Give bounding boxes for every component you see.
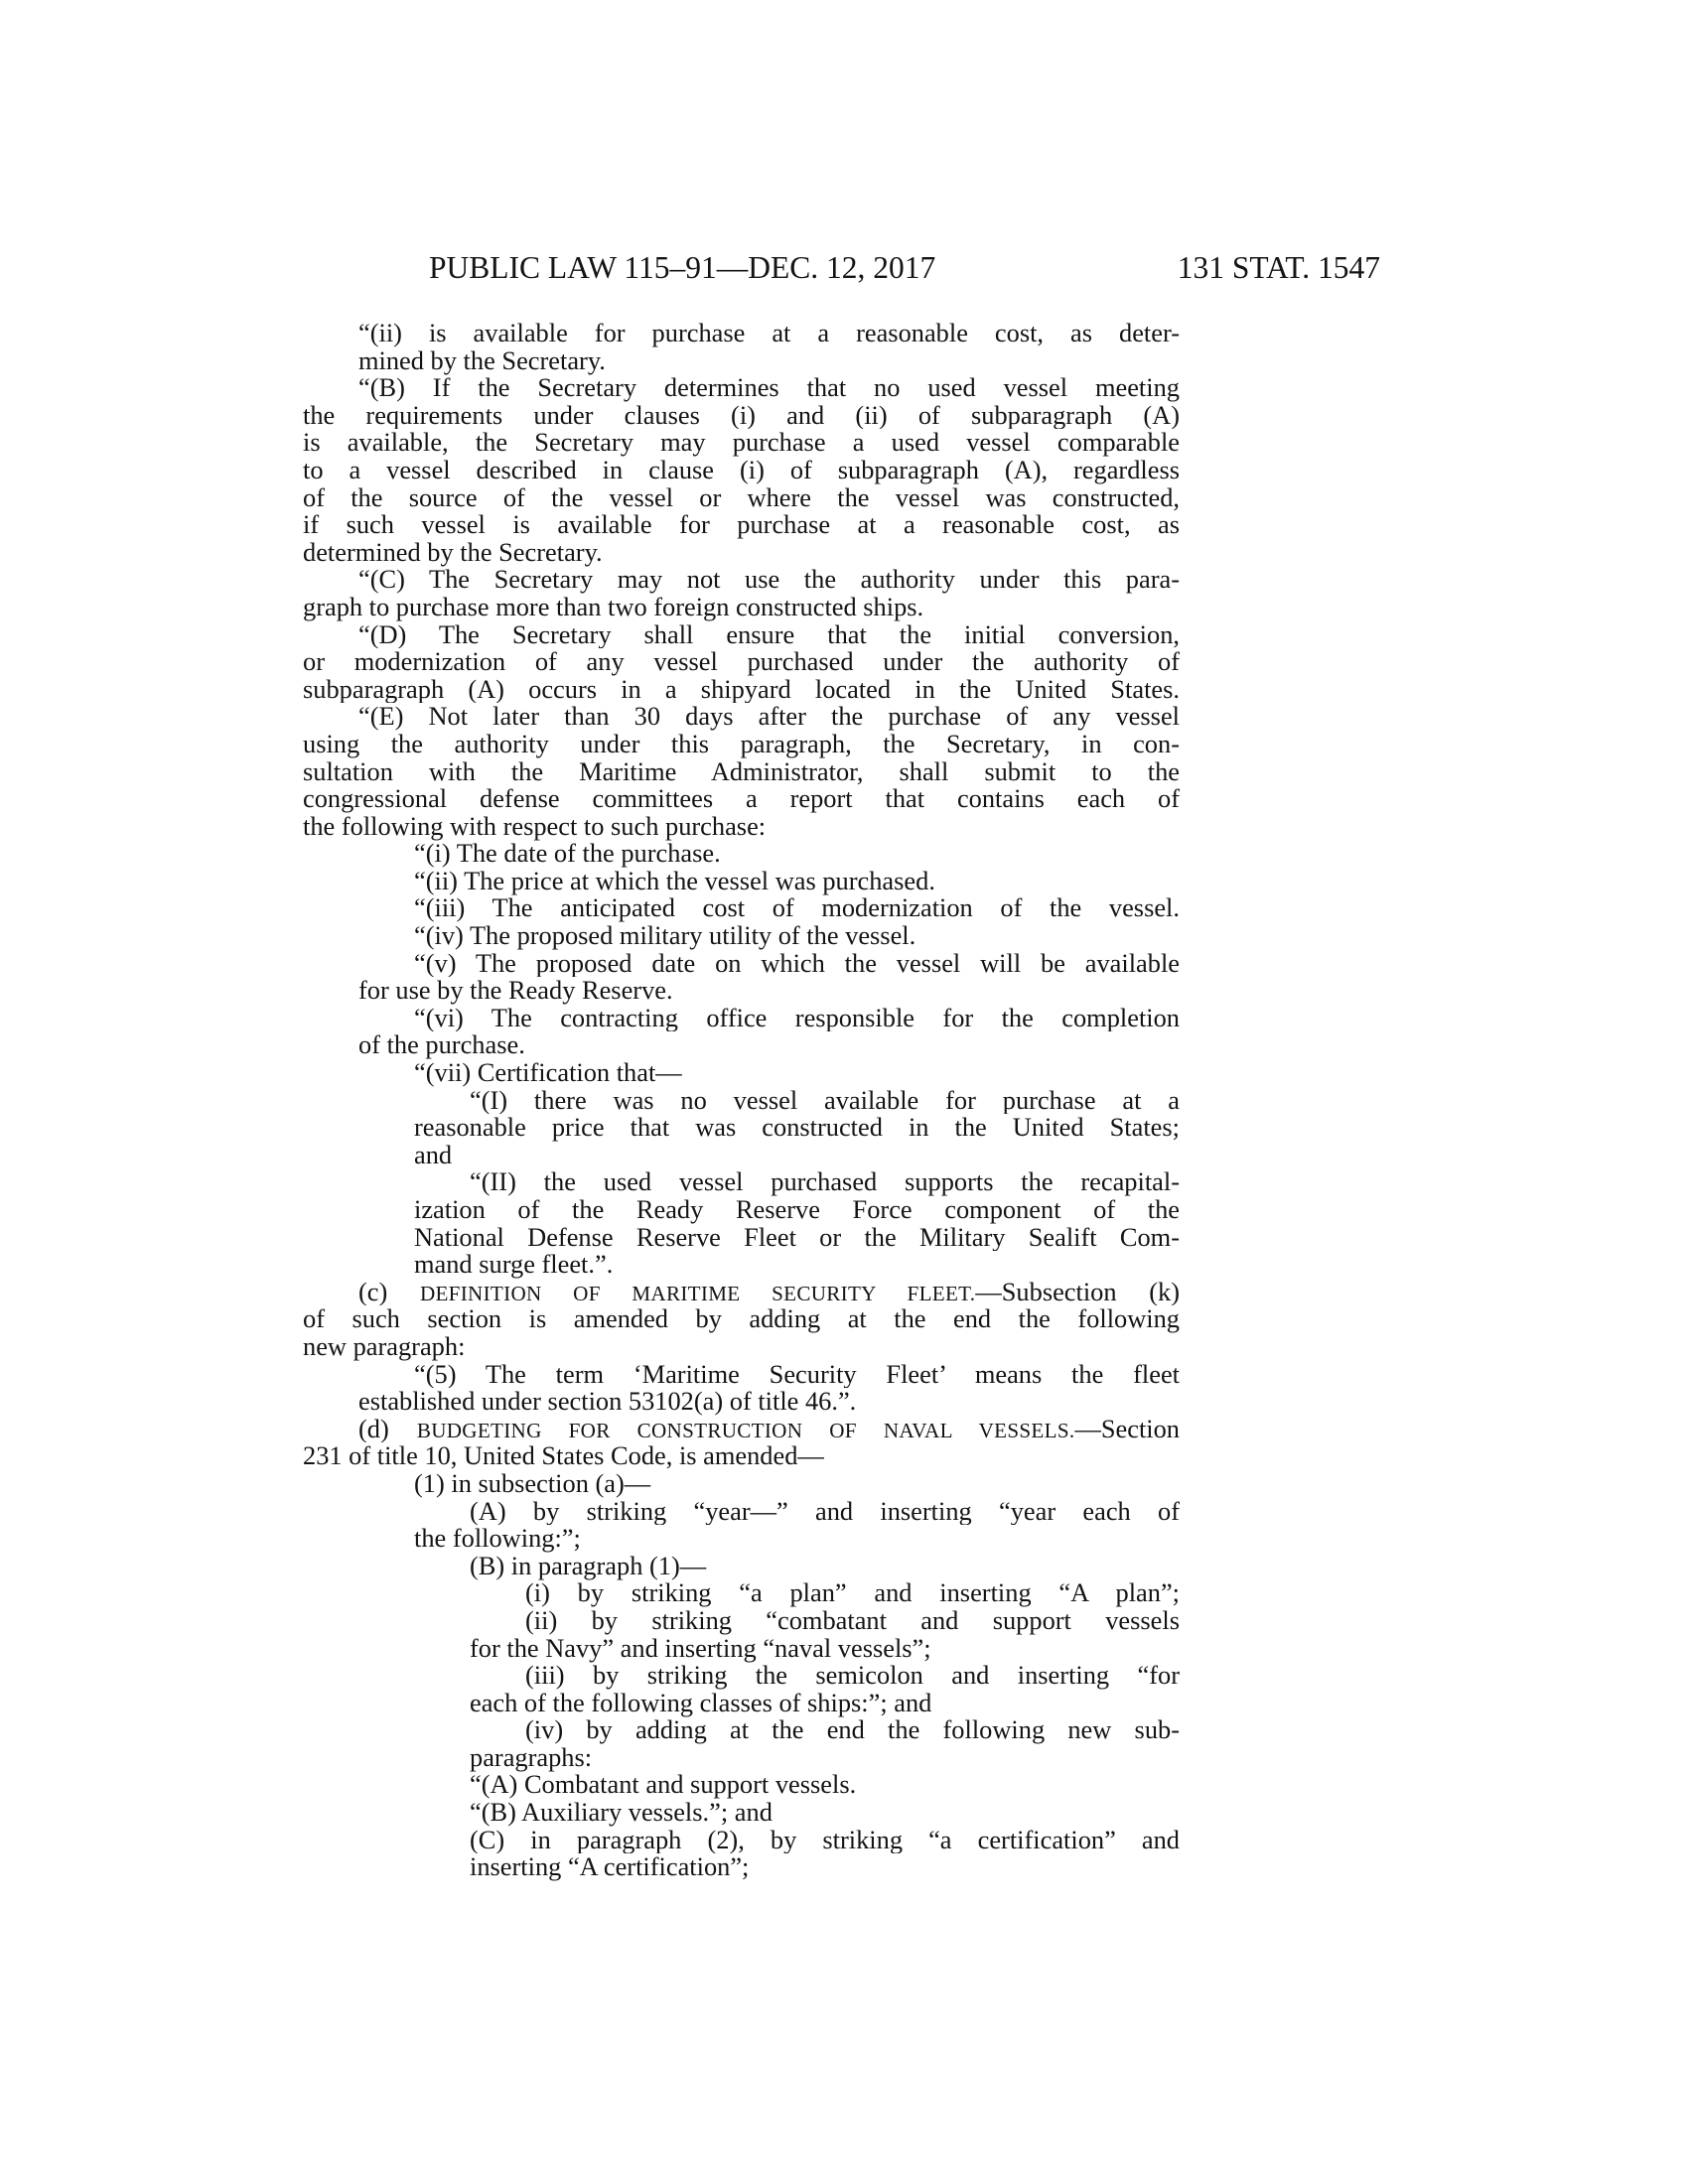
text-line: (ii) by striking “combatant and support vessels [525, 1606, 1180, 1635]
text-line: (iv) by adding at the end the following new sub- [525, 1716, 1180, 1744]
text-line: graph to purchase more than two foreign constructed ships. [303, 591, 924, 621]
subsection-d-heading-line [303, 1416, 1180, 1443]
subsection-d-label: (d) [358, 1415, 417, 1443]
text-line: (B) in paragraph (1)— [470, 1550, 707, 1580]
text-line: “(A) Combatant and support vessels. [470, 1769, 857, 1800]
header-title: PUBLIC LAW 115–91—DEC. 12, 2017 [429, 250, 936, 285]
text-line: (C) in paragraph (2), by striking “a certification” and [470, 1826, 1180, 1854]
text-line: determined by the Secretary. [303, 536, 603, 567]
text-line: “(II) the used vessel purchased supports the recapital- [470, 1168, 1180, 1196]
header-stat-page: 131 STAT. 1547 [1177, 250, 1380, 285]
text-line: for the Navy” and inserting “naval vessels”; [470, 1632, 931, 1663]
text-line: sultation with the Maritime Administrator, shall submit to the [303, 757, 1180, 786]
text-line: “(B) Auxiliary vessels.”; and [470, 1797, 773, 1828]
statute-body [303, 320, 1180, 1881]
text-line: the following with respect to such purchase: [303, 810, 767, 841]
text-line: “(vii) Certification that— [414, 1057, 682, 1088]
text-line: is available, the Secretary may purchase a used vessel comparable [303, 429, 1180, 457]
text-line: congressional defense committees a report that contains each of [303, 785, 1180, 813]
text-line: “(C) The Secretary may not use the authority under this para- [358, 566, 1180, 594]
subsection-d-title: BUDGETING FOR CONSTRUCTION OF NAVAL VESSELS. [416, 1418, 1075, 1442]
text-line: new paragraph: [303, 1330, 466, 1361]
text-line: National Defense Reserve Fleet or the Military Sealift Com- [414, 1223, 1180, 1252]
text-line: ization of the Ready Reserve Force component of the [414, 1196, 1180, 1224]
text-line: or modernization of any vessel purchased under the authority of [303, 648, 1180, 676]
text-line: (1) in subsection (a)— [414, 1467, 651, 1498]
text-line: each of the following classes of ships:”; and [470, 1687, 932, 1717]
text-line: and [414, 1139, 453, 1169]
text-line: “(vi) The contracting office responsible for the completion [414, 1004, 1180, 1032]
text-line: “(5) The term ‘Maritime Security Fleet’ means the fleet [414, 1360, 1180, 1389]
subsection-c-label: (c) [358, 1278, 420, 1306]
text-line: (i) by striking “a plan” and inserting “A plan”; [525, 1579, 1180, 1607]
text-line: “(ii) The price at which the vessel was purchased. [414, 865, 935, 895]
text-line: “(B) If the Secretary determines that no used vessel meeting [358, 374, 1180, 402]
text-line: “(i) The date of the purchase. [414, 838, 721, 869]
text-line: “(v) The proposed date on which the vessel will be available [414, 949, 1180, 978]
text-line: “(D) The Secretary shall ensure that the initial conversion, [358, 620, 1180, 649]
text-line: to a vessel described in clause (i) of subparagraph (A), regardless [303, 456, 1180, 484]
text-line: mand surge fleet.”. [414, 1249, 614, 1280]
text-line: subparagraph (A) occurs in a shipyard located in the United States. [303, 675, 1180, 704]
text-line: the requirements under clauses (i) and (ii) of subparagraph (A) [303, 401, 1180, 430]
text-line: —Subsection (k) [975, 1278, 1180, 1306]
text-line: mined by the Secretary. [358, 344, 606, 375]
text-line: reasonable price that was constructed in the United States; [414, 1114, 1180, 1142]
text-line: of the purchase. [358, 1029, 525, 1060]
text-line: “(iv) The proposed military utility of the vessel. [414, 920, 916, 951]
text-line: “(ii) is available for purchase at a reasonable cost, as deter- [358, 320, 1180, 347]
text-line: inserting “A certification”; [470, 1851, 750, 1882]
text-line: if such vessel is available for purchase at a reasonable cost, as [303, 511, 1180, 539]
text-line: “(iii) The anticipated cost of modernization of the vessel. [414, 894, 1180, 923]
text-line: 231 of title 10, United States Code, is amended— [303, 1440, 824, 1471]
text-line: paragraphs: [470, 1741, 593, 1772]
text-line: of the source of the vessel or where the vessel was constructed, [303, 483, 1180, 512]
text-line: the following:”; [414, 1523, 581, 1554]
text-line: (A) by striking “year—” and inserting “year each of [470, 1497, 1180, 1526]
text-line: “(E) Not later than 30 days after the purchase of any vessel [358, 703, 1180, 731]
text-line: “(I) there was no vessel available for purchase at a [470, 1086, 1180, 1115]
text-line: established under section 53102(a) of title 46.”. [358, 1386, 857, 1417]
text-line: —Section [1074, 1415, 1180, 1443]
text-line: (iii) by striking the semicolon and inserting “for [525, 1662, 1180, 1690]
text-line: for use by the Ready Reserve. [358, 975, 673, 1006]
subsection-c-title: DEFINITION OF MARITIME SECURITY FLEET. [419, 1281, 976, 1305]
text-line: using the authority under this paragraph, the Secretary, in con- [303, 730, 1180, 758]
page-header [429, 248, 1380, 288]
subsection-c-heading-line [303, 1279, 1180, 1306]
text-line: of such section is amended by adding at the end the following [303, 1305, 1180, 1333]
